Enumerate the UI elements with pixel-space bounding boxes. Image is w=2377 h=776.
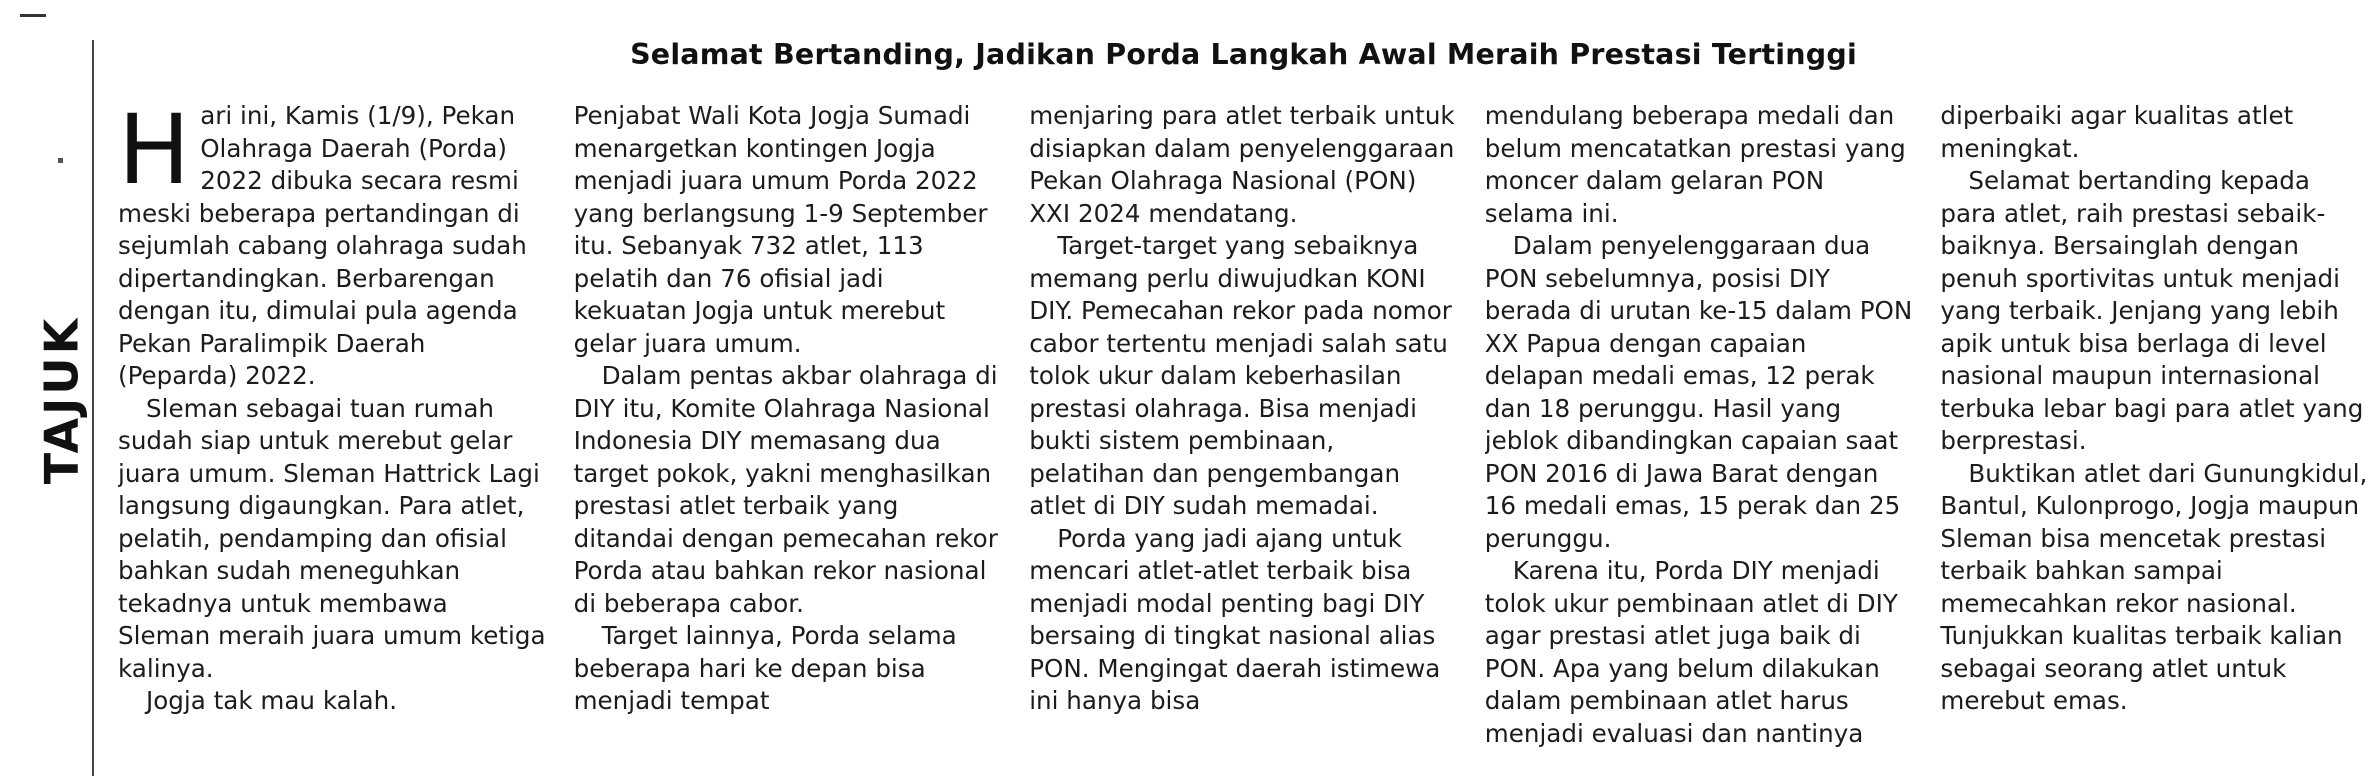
- paragraph: diperbaiki agar kualitas atlet meningkat.: [1940, 101, 2294, 163]
- paragraph: Porda yang jadi ajang untuk mencari atlet-atlet terbaik bisa menjadi modal penting bagi DIY bersaing di tingkat nasional alias PON. Mengingat daerah istimewa ini hanya bisa: [1029, 523, 1441, 715]
- paragraph: Dalam penyelenggaraan dua PON sebelumnya, posisi DIY berada di urutan ke-15 dalam PON XX Papua dengan capaian delapan medali emas, 12 perak dan 18 perunggu. Hasil yang jeblok dibandingkan capaian saat PON 2016 di Jawa Barat dengan 16 medali emas, 15 perak dan 25 perunggu.: [1484, 231, 1913, 553]
- text-column-5: [1940, 100, 2368, 776]
- paragraph: Karena itu, Porda DIY menjadi tolok ukur pembinaan atlet di DIY agar prestasi atlet juga baik di PON. Apa yang belum dilakukan dalam pembinaan atlet harus menjadi evaluasi dan nantinya: [1484, 556, 1898, 748]
- paragraph: Buktikan atlet dari Gunungkidul, Bantul, Kulonprogo, Jogja maupun Sleman bisa mencetak prestasi terbaik bahkan sampai memecahkan rekor nasional. Tunjukkan kualitas terbaik kalian sebagai seorang atlet untuk merebut emas.: [1940, 458, 2368, 715]
- text-column-2: [574, 100, 1002, 776]
- article-body: [118, 100, 2368, 776]
- paragraph: menjaring para atlet terbaik untuk disiapkan dalam penyelenggaraan Pekan Olahraga Nasional (PON) XXI 2024 mendatang.: [1029, 101, 1455, 228]
- page-corner-mark: [20, 14, 46, 17]
- paragraph: Dalam pentas akbar olahraga di DIY itu, Komite Olahraga Nasional Indonesia DIY memasang dua target pokok, yakni menghasilkan prestasi atlet terbaik yang ditandai dengan pemecahan rekor Porda atau bahkan rekor nasional di beberapa cabor.: [573, 361, 998, 618]
- text-column-1: [118, 100, 546, 776]
- paragraph-text: ari ini, Kamis (1/9), Pekan Olahraga Daerah (Porda) 2022 dibuka secara resmi meski beberapa pertandingan di sejumlah cabang olahraga sudah dipertandingkan. Berbarengan dengan itu, dimulai pula agenda Pekan Paralimpik Daerah (Peparda) 2022.: [118, 101, 527, 390]
- column-divider-rule: [92, 40, 94, 776]
- paragraph: Penjabat Wali Kota Jogja Sumadi menargetkan kontingen Jogja menjadi juara umum Porda 2022 yang berlangsung 1-9 September itu. Sebanyak 732 atlet, 113 pelatih dan 76 ofisial jadi kekuatan Jogja untuk merebut gelar juara umum.: [573, 101, 988, 358]
- margin-dot: [58, 158, 63, 163]
- paragraph: Target lainnya, Porda selama beberapa hari ke depan bisa menjadi tempat: [573, 621, 957, 715]
- paragraph: Selamat bertanding kepada para atlet, raih prestasi sebaik-baiknya. Bersainglah dengan penuh sportivitas untuk menjadi yang terbaik. Jenjang yang lebih apik untuk bisa berlaga di level nasional maupun internasional terbuka lebar bagi para atlet yang berprestasi.: [1940, 166, 2364, 455]
- paragraph: [118, 100, 546, 393]
- dropcap: H: [118, 100, 191, 206]
- paragraph: Sleman sebagai tuan rumah sudah siap untuk merebut gelar juara umum. Sleman Hattrick Lagi langsung digaungkan. Para atlet, pelatih, pendamping dan ofisial bahkan sudah meneguhkan tekadnya untuk membawa Sleman meraih juara umum ketiga kalinya.: [118, 393, 546, 683]
- text-column-3: [1029, 100, 1457, 776]
- paragraph: Jogja tak mau kalah.: [146, 686, 398, 715]
- headline: Selamat Bertanding, Jadikan Porda Langkah Awal Meraih Prestasi Tertinggi: [630, 38, 1857, 71]
- paragraph: mendulang beberapa medali dan belum mencatatkan prestasi yang moncer dalam gelaran PON selama ini.: [1484, 101, 1906, 228]
- section-label-text: TAJUK: [34, 315, 88, 485]
- paragraph: Target-target yang sebaiknya memang perlu diwujudkan KONI DIY. Pemecahan rekor pada nomor cabor tertentu menjadi salah satu tolok ukur dalam keberhasilan prestasi olahraga. Bisa menjadi bukti sistem pembinaan, pelatihan dan pengembangan atlet di DIY sudah memadai.: [1029, 231, 1452, 520]
- text-column-4: [1485, 100, 1913, 776]
